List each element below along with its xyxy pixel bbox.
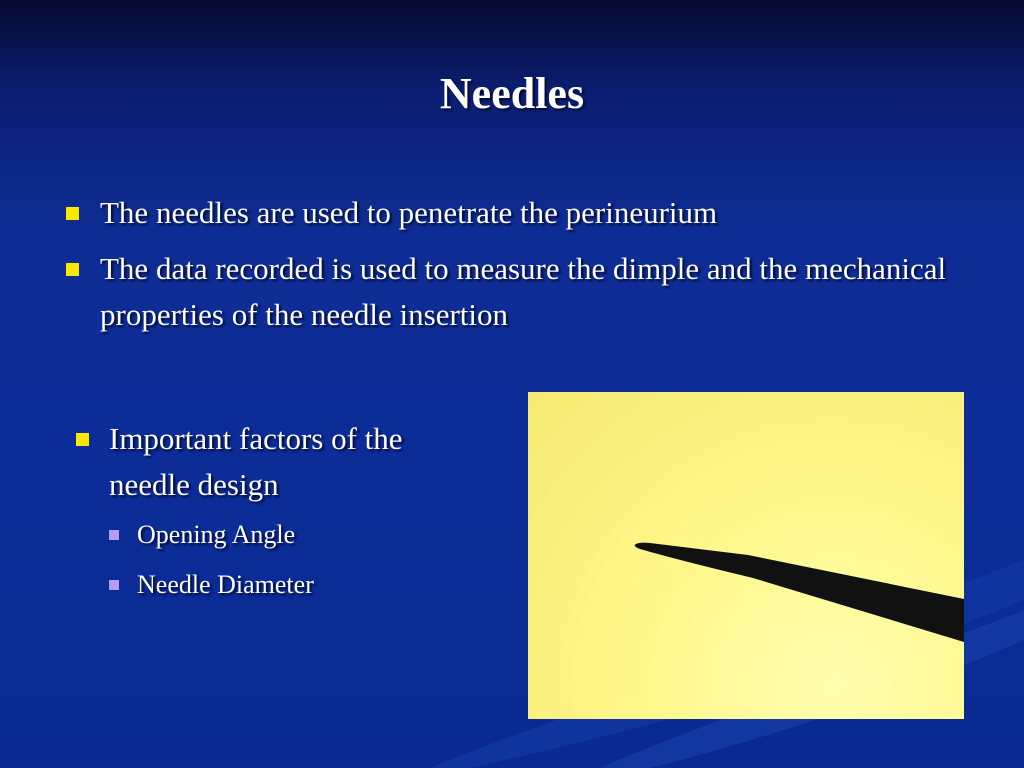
sub-bullet-text: Needle Diameter — [137, 570, 314, 599]
bullet-text: The needles are used to penetrate the perineurium — [100, 195, 718, 230]
square-bullet-icon — [66, 207, 79, 220]
square-sub-bullet-icon — [109, 530, 119, 540]
needle-photo — [528, 392, 964, 719]
slide-title: Needles — [439, 69, 585, 118]
sub-bullet-list — [109, 510, 472, 610]
bullet-text: The data recorded is used to measure the dimple and the mechanical properties of the needle insertion — [100, 251, 947, 332]
needle-icon — [528, 392, 964, 719]
square-bullet-icon — [76, 433, 89, 446]
bullet-text: Important factors of the needle design — [109, 421, 403, 502]
sub-bullet-text: Opening Angle — [137, 520, 296, 549]
square-bullet-icon — [66, 263, 79, 276]
sub-bullet-item — [109, 560, 472, 610]
bullet-item — [60, 190, 960, 236]
bullet-item — [72, 416, 472, 610]
sub-bullet-item — [109, 510, 472, 560]
left-bullet-list — [72, 416, 472, 610]
square-sub-bullet-icon — [109, 580, 119, 590]
bullet-item — [60, 246, 960, 338]
top-bullet-list — [60, 190, 960, 348]
